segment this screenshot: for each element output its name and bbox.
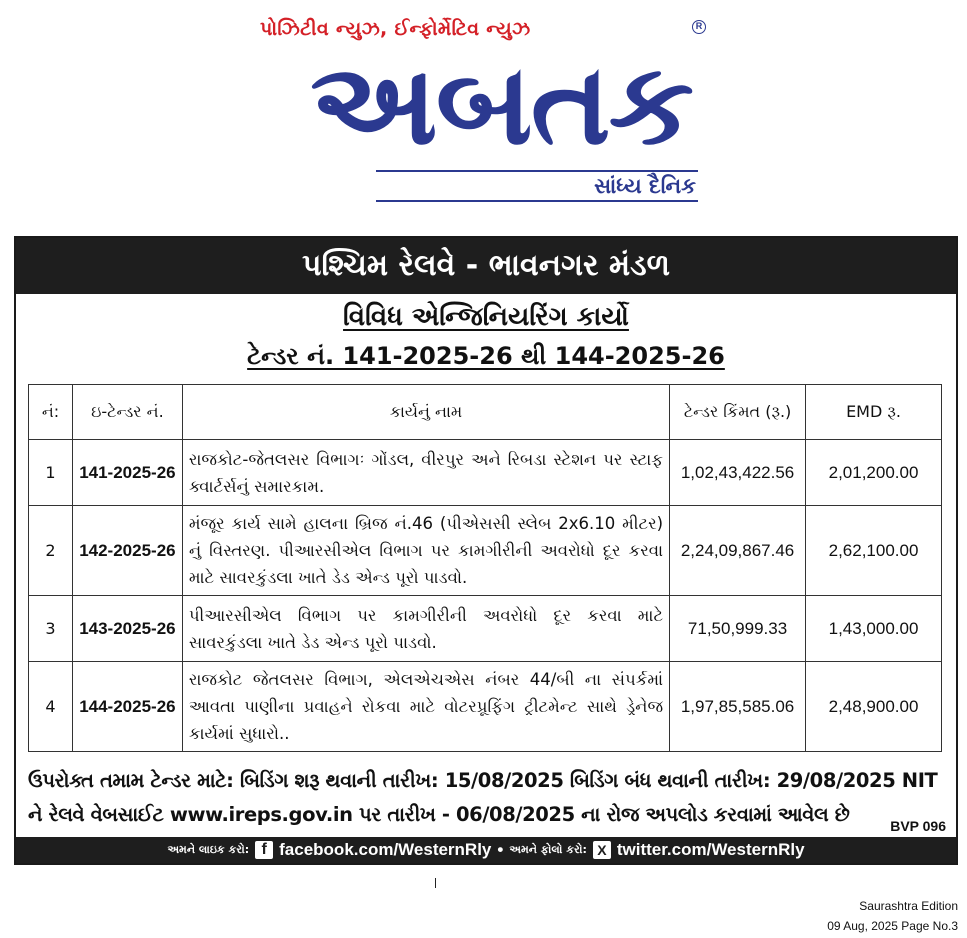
table-row xyxy=(29,440,942,506)
logo-divider xyxy=(376,170,698,172)
edition-name: Saurashtra Edition xyxy=(859,899,958,913)
logo-divider-bottom xyxy=(376,200,698,202)
row-no: 3 xyxy=(29,596,73,662)
table-row xyxy=(29,596,942,662)
facebook-link[interactable]: facebook.com/WesternRly xyxy=(279,840,492,859)
ad-title: વિવિધ એન્જિનિયરિંગ કાર્યો xyxy=(343,302,629,332)
ad-subtitle: ટેન્ડર નં. 141-2025-26 થી 144-2025-26 xyxy=(247,342,725,370)
header-emd: EMD રૂ. xyxy=(806,385,942,440)
row-no: 4 xyxy=(29,662,73,752)
like-label: અમને લાઇક કરો: xyxy=(167,843,250,856)
table-header-row xyxy=(29,385,942,440)
x-twitter-icon: X xyxy=(593,841,611,859)
text-cursor-mark xyxy=(435,878,436,888)
follow-label: અમને ફોલો કરો: xyxy=(509,843,587,856)
row-no: 1 xyxy=(29,440,73,506)
bidding-notice: ઉપરોક્ત તમામ ટેન્ડર માટે: બિડિંગ શરૂ થવાની તારીખ: 15/08/2025 બિડિંગ બંધ થવાની તારીખ: 29/08/2025 NIT ને રેલવે વેબસાઈટ www.ireps.gov.in પર તારીખ - 06/08/2025 ના રોજ અપલોડ કરવામાં આવેલ છે xyxy=(28,769,938,826)
masthead-tagline: પોઝિટીવ ન્યુઝ, ઈન્ફોર્મેટિવ ન્યુઝ xyxy=(260,18,531,40)
row-work-name: મંજૂર કાર્ય સામે હાલના બ્રિજ નં.46 (પીએસસી સ્લેબ 2x6.10 મીટર) નું વિસ્તરણ. પીઆરસીએલ વિભાગ પર કામગીરીની અવરોધો દૂર કરવા માટે સાવરકુંડલા ખાતે ડેડ એન્ડ પૂરો પાડવો. xyxy=(182,506,669,596)
twitter-link[interactable]: twitter.com/WesternRly xyxy=(616,840,805,859)
ad-header: પશ્ચિમ રેલવે - ભાવનગર મંડળ xyxy=(16,238,956,294)
row-tender-no: 143-2025-26 xyxy=(72,596,182,662)
row-tender-value: 1,97,85,585.06 xyxy=(670,662,806,752)
row-tender-value: 71,50,999.33 xyxy=(670,596,806,662)
row-tender-value: 1,02,43,422.56 xyxy=(670,440,806,506)
social-footer xyxy=(16,837,956,863)
registered-mark-icon: R xyxy=(692,20,706,34)
row-emd: 2,62,100.00 xyxy=(806,506,942,596)
header-tender-no: ઇ-ટેન્ડર નં. xyxy=(72,385,182,440)
tender-advertisement xyxy=(14,236,958,865)
footer-separator: • xyxy=(497,840,504,859)
tender-table xyxy=(28,384,942,752)
row-tender-value: 2,24,09,867.46 xyxy=(670,506,806,596)
newspaper-masthead xyxy=(258,14,710,204)
header-tender-value: ટેન્ડર કિંમત (રૂ.) xyxy=(670,385,806,440)
header-work-name: કાર્યનું નામ xyxy=(182,385,669,440)
row-work-name: પીઆરસીએલ વિભાગ પર કામગીરીની અવરોધો દૂર કરવા માટે સાવરકુંડલા ખાતે ડેડ એન્ડ પૂરો પાડવો. xyxy=(182,596,669,662)
masthead-subtagline: સાંધ્ય દૈનિક xyxy=(594,174,696,198)
row-tender-no: 142-2025-26 xyxy=(72,506,182,596)
row-tender-no: 144-2025-26 xyxy=(72,662,182,752)
newspaper-logo: અબતક xyxy=(310,40,692,170)
table-row xyxy=(29,662,942,752)
row-tender-no: 141-2025-26 xyxy=(72,440,182,506)
edition-info xyxy=(827,896,958,936)
ad-code: BVP 096 xyxy=(890,818,946,834)
row-work-name: રાજકોટ જેતલસર વિભાગ, એલએચએસ નંબર 44/બી ના સંપર્કમાં આવતા પાણીના પ્રવાહને રોકવા માટે વોટરપ્રૂફિંગ ટ્રીટમેન્ટ સાથે ડ્રેનેજ કાર્યમાં સુધારો.. xyxy=(182,662,669,752)
row-emd: 2,01,200.00 xyxy=(806,440,942,506)
row-emd: 2,48,900.00 xyxy=(806,662,942,752)
row-work-name: રાજકોટ-જેતલસર વિભાગઃ ગોંડલ, વીરપુર અને રિબડા સ્ટેશન પર સ્ટાફ ક્વાર્ટર્સનું સમારકામ. xyxy=(182,440,669,506)
facebook-icon: f xyxy=(255,841,273,859)
header-no: નં: xyxy=(29,385,73,440)
edition-date-page: 09 Aug, 2025 Page No.3 xyxy=(827,919,958,933)
row-no: 2 xyxy=(29,506,73,596)
row-emd: 1,43,000.00 xyxy=(806,596,942,662)
table-row xyxy=(29,506,942,596)
